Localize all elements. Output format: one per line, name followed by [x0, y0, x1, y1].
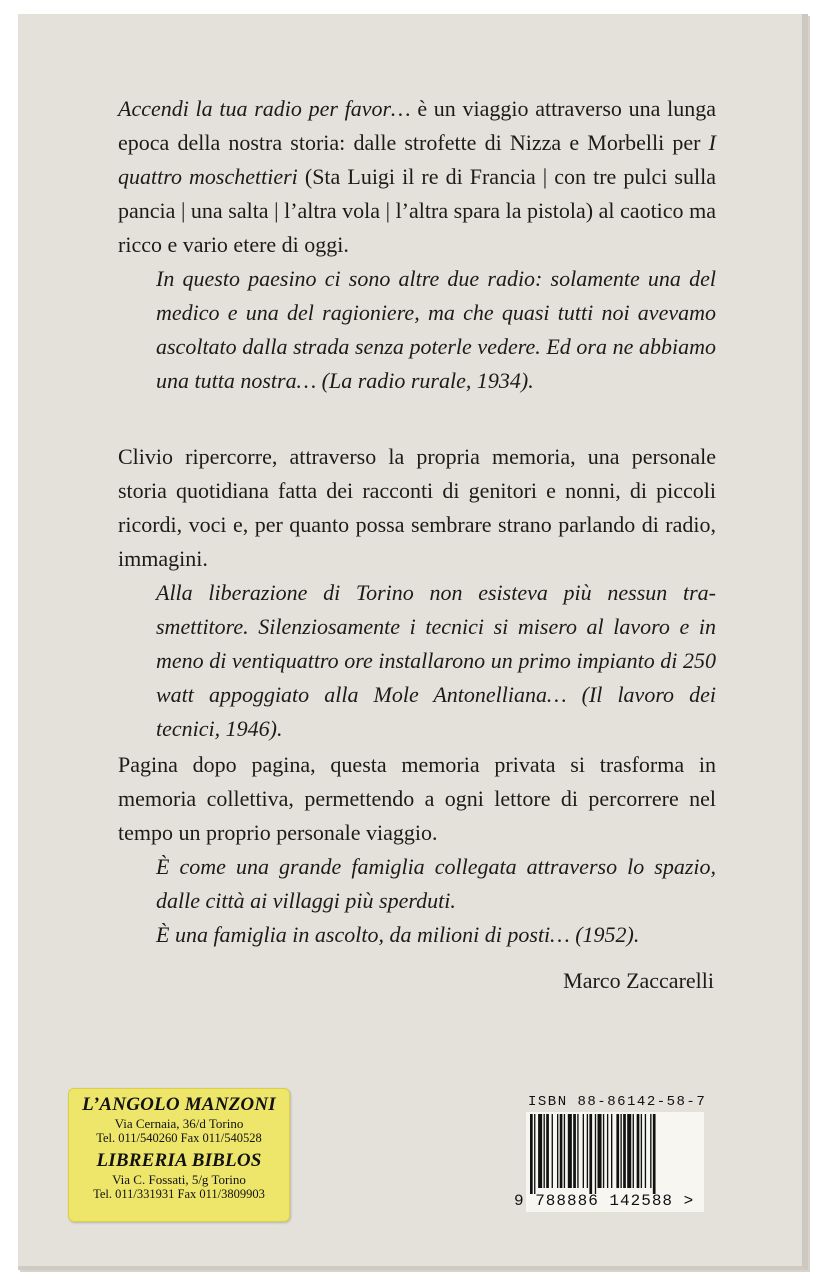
barcode-bar — [560, 1114, 563, 1188]
collective-memory-paragraph: Pagina dopo pagina, questa memoria privata si trasforma in memoria collettiva, permettendo a ogni lettore di percorrere nel tempo un proprio personale viaggio. — [118, 752, 716, 845]
barcode-bar — [620, 1114, 621, 1188]
barcode-digits: 9 788886 142588 > — [514, 1192, 695, 1210]
quote-radio-rurale: In questo paesino ci sono altre due radio: solamente una del medico e una del ragioniere, ma che quasi tutti noi avevamo ascoltato dalla strada senza poterle vedere. Ed ora ne abbiamo una tutta nostra… (La radio rurale, 1934). — [156, 266, 716, 393]
isbn-label: ISBN 88-86142-58-7 — [528, 1094, 707, 1110]
barcode-bar — [633, 1114, 634, 1188]
barcode-bar — [568, 1114, 572, 1188]
barcode-bar — [557, 1114, 558, 1188]
memory-paragraph: Clivio ripercorre, attraverso la propria memoria, una personale storia quotidiana fatta dei racconti di genitori e nonni, di piccoli ricordi, voci e, per quanto possa sembrare strano parlando di radio, immagini. — [118, 444, 716, 571]
quote-lavoro-tecnici: Alla liberazione di Torino non esisteva più nessun trasmettitore. Silenziosamente i tecnici si misero al lavoro e in meno di ventiquattro ore installarono un primo impianto di 250 watt appoggiato alla Mole Antonelliana… (Il lavoro dei tecnici, 1946). — [156, 580, 716, 741]
barcode-bar — [650, 1114, 651, 1188]
barcode-bar — [603, 1114, 604, 1188]
bookstore-sticker — [68, 1088, 290, 1222]
barcode-bar — [552, 1114, 553, 1188]
barcode-bar — [530, 1114, 533, 1194]
barcode-bar — [587, 1114, 588, 1188]
book-title: Accendi la tua radio per favor… — [118, 96, 411, 121]
barcode-bar — [598, 1114, 602, 1188]
barcode-bar — [616, 1114, 619, 1188]
barcode-bar — [595, 1114, 596, 1194]
barcode-bar — [589, 1114, 592, 1194]
work-title: I quattro moschettieri — [118, 130, 716, 189]
barcode-bar — [607, 1114, 608, 1188]
store1-address: Via Cernaia, 36/d Torino — [114, 1116, 244, 1131]
barcode-bar — [627, 1114, 631, 1188]
barcode-bar — [534, 1114, 535, 1194]
barcode-bar — [637, 1114, 640, 1188]
intro-text-a: è un viaggio attraverso una lunga epoca della nostra storia: dalle strofette di Nizza e Morbelli per — [118, 96, 716, 155]
barcode-bar — [611, 1114, 612, 1188]
intro-paragraph — [118, 92, 716, 262]
barcode-bar — [546, 1114, 549, 1188]
barcode-bar — [564, 1114, 565, 1188]
store2-address: Via C. Fossati, 5/g Torino — [112, 1172, 246, 1187]
store2-phone: Tel. 011/331931 Fax 011/3809903 — [93, 1187, 265, 1201]
quote-famiglia-line2: È una famiglia in ascolto, da milioni di posti… (1952). — [156, 922, 640, 947]
barcode-bar — [577, 1114, 578, 1188]
barcode-bar — [583, 1114, 584, 1188]
barcode-bar — [573, 1114, 576, 1188]
barcode-bar — [645, 1114, 646, 1188]
store-name-angolo-manzoni: L’ANGOLO MANZONI — [82, 1094, 276, 1115]
author-signature: Marco Zaccarelli — [563, 968, 714, 993]
barcode-bar — [544, 1114, 545, 1188]
intro-text-b: (Sta Luigi il re di Francia | con tre pulci sulla pancia | una salta | l’altra vola | l’altra spara la pistola) al caotico ma ricco e vario etere di oggi. — [118, 164, 716, 257]
barcode-bar — [538, 1114, 542, 1188]
quote-famiglia-line1: È come una grande famiglia collegata attraverso lo spazio, dalle città ai villaggi più sperduti. — [156, 854, 716, 913]
barcode-bars — [526, 1112, 704, 1194]
barcode-bar — [653, 1114, 656, 1194]
quote-famiglia — [156, 850, 716, 952]
store1-phone: Tel. 011/540260 Fax 011/540528 — [96, 1131, 262, 1145]
store-name-libreria-biblos: LIBRERIA BIBLOS — [96, 1150, 262, 1171]
barcode-bar — [641, 1114, 642, 1188]
barcode-bar — [623, 1114, 626, 1188]
